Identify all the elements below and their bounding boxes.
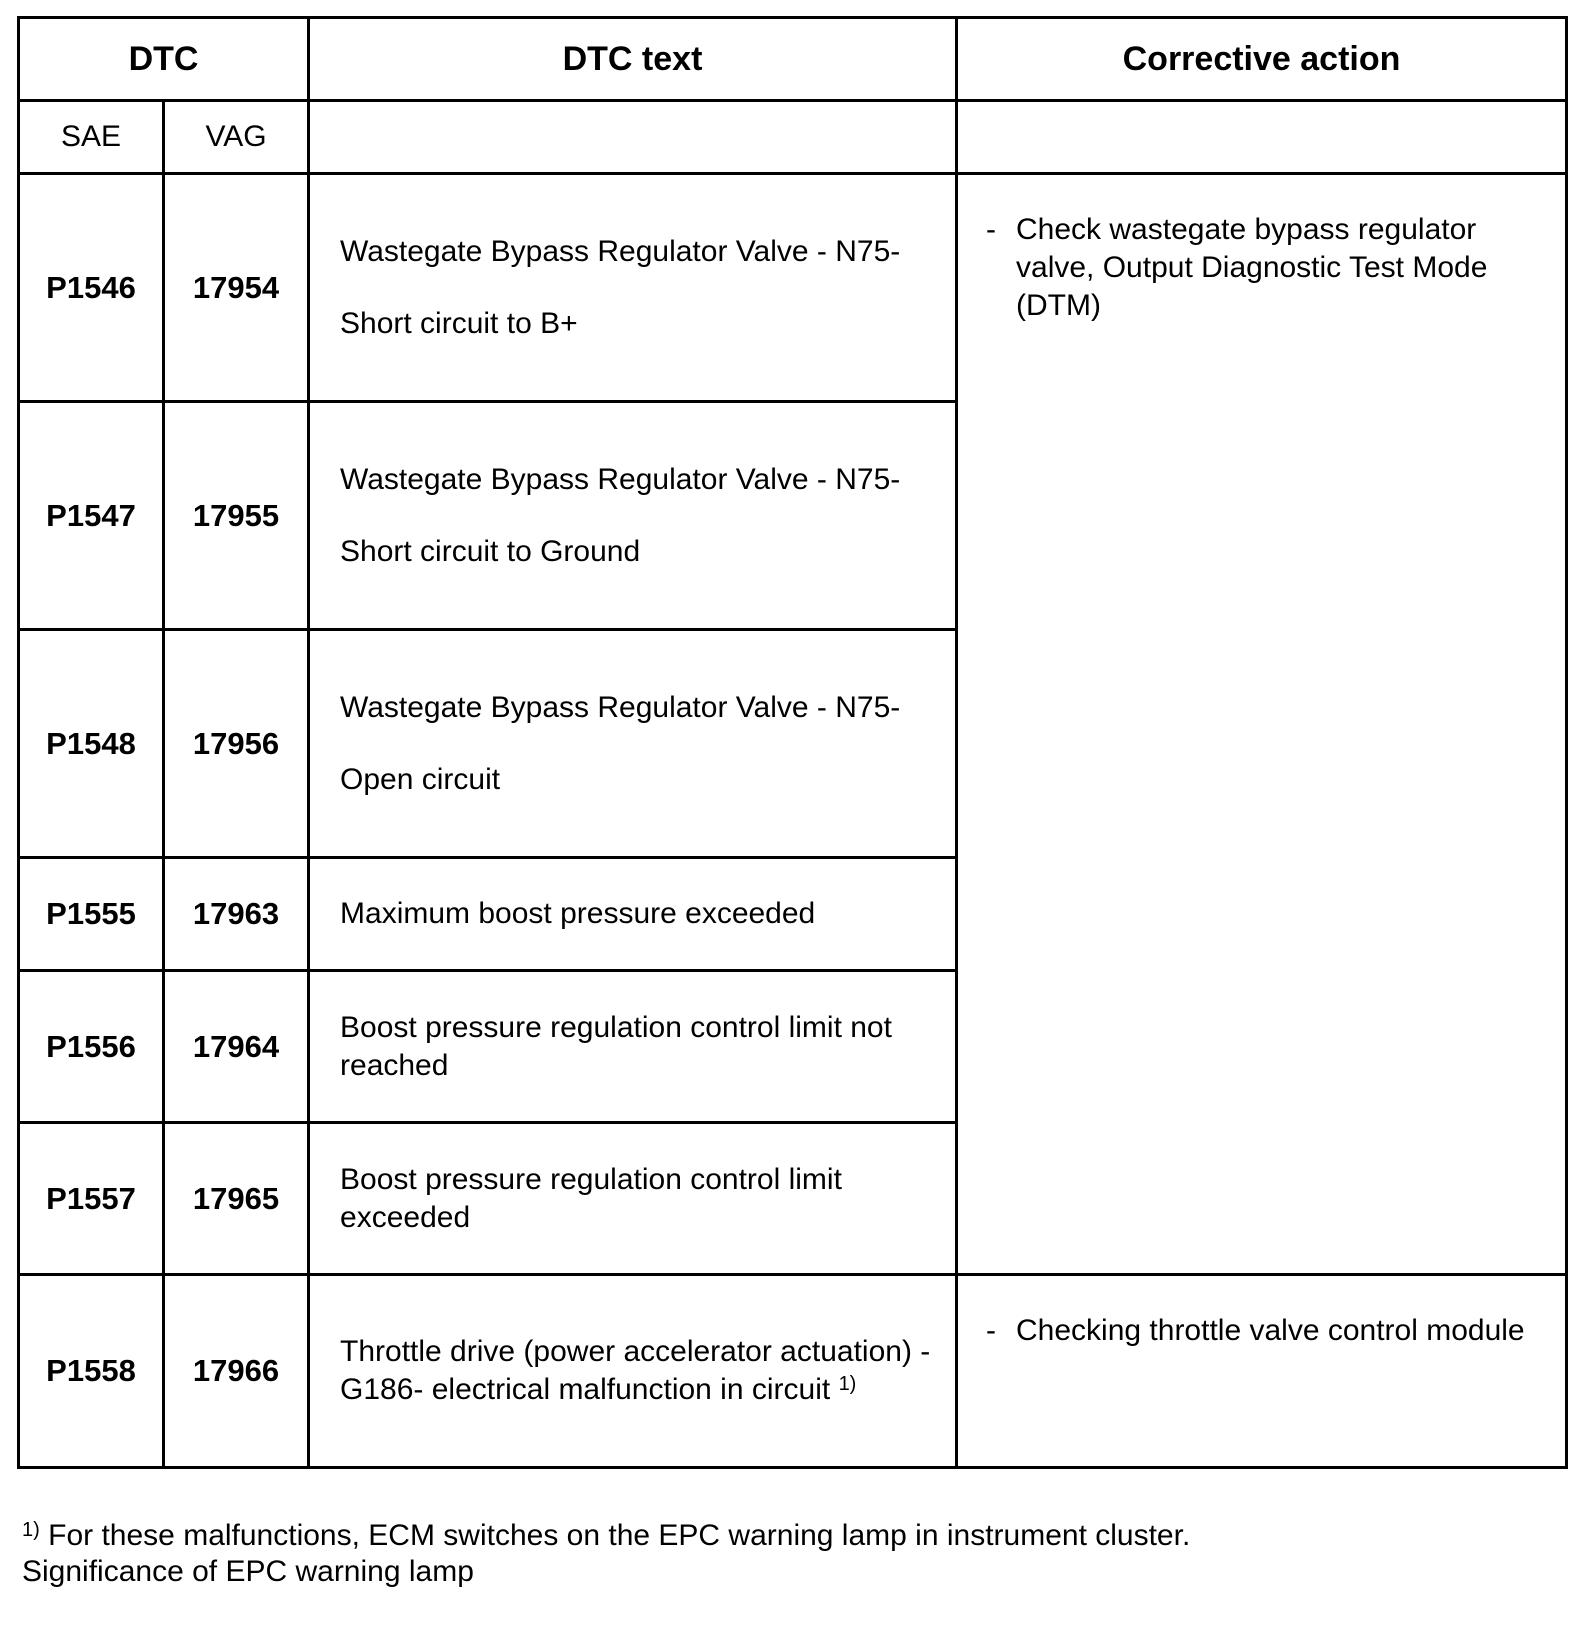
dtc-text-cell [309,1275,957,1468]
table-row [19,1275,1567,1468]
dtc-text [340,1333,935,1409]
dtc-text: Wastegate Bypass Regulator Valve - N75- [340,234,901,268]
dtc-text: Maximum boost pressure exceeded [340,897,816,930]
dtc-text-cell [309,630,957,858]
sae-code: P1546 [19,174,164,402]
footnote-line [22,1518,1190,1554]
dtc-text: Boost pressure regulation control limit not reached [340,1010,892,1082]
dtc-text: Wastegate Bypass Regulator Valve - N75- [340,690,901,724]
dtc-header: DTC [19,18,309,101]
vag-code: 17965 [164,1123,309,1275]
corrective-action-header: Corrective action [957,18,1567,101]
subheader-row [19,101,1567,174]
sae-code: P1547 [19,402,164,630]
footnote-marker: 1) [838,1373,857,1395]
dtc-text-cell [309,174,957,402]
table-row [19,174,1567,402]
dtc-table [17,16,1568,1469]
empty-cell [957,101,1567,174]
footnote [22,1518,1190,1590]
dash-marker: - [986,1314,997,1347]
footnote-marker: 1) [22,1519,40,1541]
action-text: Checking throttle valve control module [1016,1314,1525,1347]
vag-code: 17966 [164,1275,309,1468]
dtc-text-content: Throttle drive (power accelerator actuation) -G186- electrical malfunction in circuit [340,1335,931,1406]
footnote-text: For these malfunctions, ECM switches on the EPC warning lamp in instrument cluster. [48,1519,1191,1552]
vag-code: 17955 [164,402,309,630]
action-item [986,1312,1545,1350]
dtc-text-cell [309,858,957,971]
action-text: Check wastegate bypass regulator valve, Output Diagnostic Test Mode (DTM) [1016,213,1488,322]
empty-cell [309,101,957,174]
dtc-text-cell [309,971,957,1123]
sae-header: SAE [19,101,164,174]
dtc-text-cell [309,1123,957,1275]
action-item [986,211,1545,325]
footnote-link-text: Significance of EPC warning lamp [22,1555,474,1588]
vag-header: VAG [164,101,309,174]
corrective-action-cell [957,174,1567,1275]
vag-code: 17954 [164,174,309,402]
vag-code: 17956 [164,630,309,858]
dtc-text: Boost pressure regulation control limit exceeded [340,1162,842,1234]
corrective-action-cell [957,1275,1567,1468]
dtc-text: Wastegate Bypass Regulator Valve - N75- [340,462,901,496]
dtc-text-cell [309,402,957,630]
vag-code: 17964 [164,971,309,1123]
sae-code: P1555 [19,858,164,971]
sae-code: P1557 [19,1123,164,1275]
dtc-condition: Open circuit [340,762,501,796]
vag-code: 17963 [164,858,309,971]
dtc-condition: Short circuit to Ground [340,534,641,568]
sae-code: P1548 [19,630,164,858]
header-row [19,18,1567,101]
dtc-condition: Short circuit to B+ [340,306,578,340]
sae-code: P1558 [19,1275,164,1468]
sae-code: P1556 [19,971,164,1123]
dash-marker: - [986,213,997,246]
dtc-text-header: DTC text [309,18,957,101]
